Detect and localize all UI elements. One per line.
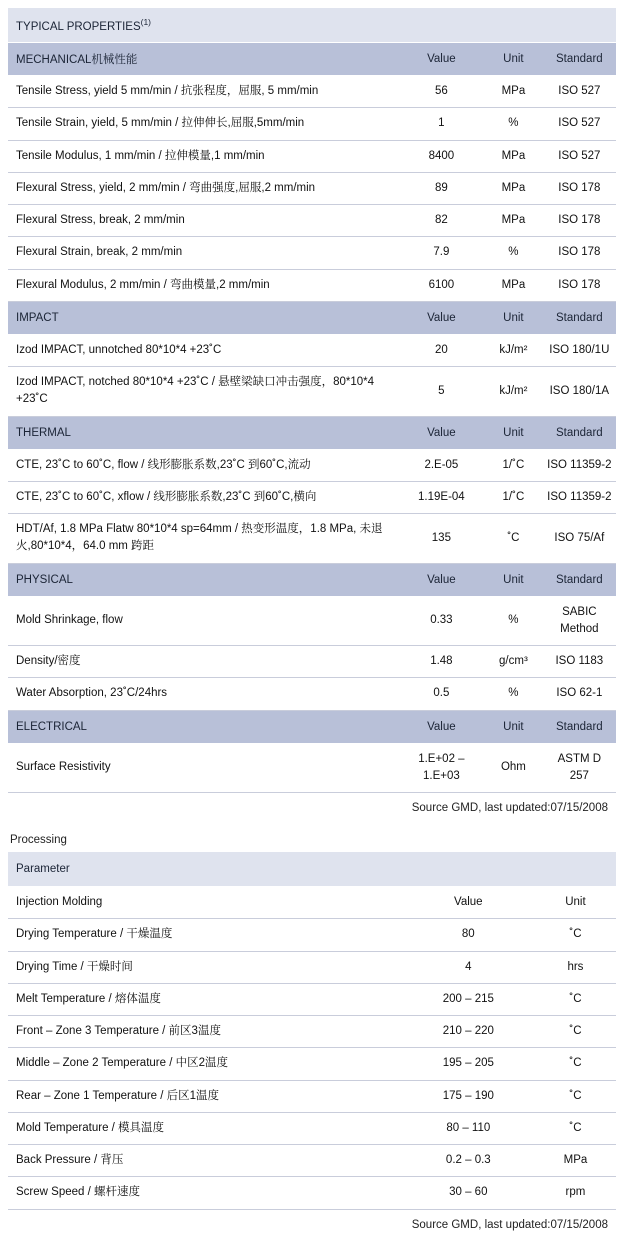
table-row: [8, 646, 616, 678]
table-row: [8, 334, 616, 366]
property-value: 1.E+02 – 1.E+03: [399, 743, 484, 793]
property-name: CTE, 23˚C to 60˚C, flow / 线形膨胀系数,23˚C 到60˚C,流动: [8, 449, 399, 481]
processing-parameter: Drying Time / 干燥时间: [8, 951, 402, 983]
property-unit: %: [484, 108, 543, 140]
processing-value: 175 – 190: [402, 1080, 535, 1112]
property-standard: ISO 178: [543, 205, 616, 237]
section-name: ELECTRICAL: [8, 710, 399, 743]
property-value: 0.5: [399, 678, 484, 710]
processing-value: 0.2 – 0.3: [402, 1145, 535, 1177]
table-row: [8, 108, 616, 140]
processing-heading: Processing: [10, 834, 67, 846]
property-unit: 1/˚C: [484, 481, 543, 513]
column-header-unit: Unit: [484, 563, 543, 596]
spacer: [8, 816, 616, 830]
property-unit: kJ/m²: [484, 367, 543, 417]
column-header-unit: Unit: [484, 710, 543, 743]
section-header-row: [8, 563, 616, 596]
property-name: Tensile Strain, yield, 5 mm/min / 拉伸伸长,屈服,5mm/min: [8, 108, 399, 140]
property-value: 1.19E-04: [399, 481, 484, 513]
typical-properties-table: [8, 8, 616, 793]
property-standard: ISO 527: [543, 140, 616, 172]
processing-value: 200 – 215: [402, 983, 535, 1015]
property-name: Flexural Stress, yield, 2 mm/min / 弯曲强度,屈服,2 mm/min: [8, 172, 399, 204]
property-value: 6100: [399, 269, 484, 301]
processing-value: 195 – 205: [402, 1048, 535, 1080]
property-value: 135: [399, 514, 484, 564]
property-standard: ISO 62-1: [543, 678, 616, 710]
processing-parameter-row: [8, 852, 616, 887]
processing-unit: MPa: [535, 1145, 616, 1177]
column-header-value: Value: [399, 43, 484, 76]
property-name: Tensile Modulus, 1 mm/min / 拉伸模量,1 mm/min: [8, 140, 399, 172]
processing-value: 4: [402, 951, 535, 983]
property-value: 0.33: [399, 596, 484, 646]
table-row: [8, 140, 616, 172]
processing-unit: ˚C: [535, 1112, 616, 1144]
property-value: 20: [399, 334, 484, 366]
property-value: 5: [399, 367, 484, 417]
processing-unit: hrs: [535, 951, 616, 983]
property-standard: ISO 178: [543, 269, 616, 301]
processing-table: [8, 852, 616, 1210]
column-header-value: Value: [399, 563, 484, 596]
processing-value: 80 – 110: [402, 1112, 535, 1144]
property-name: Mold Shrinkage, flow: [8, 596, 399, 646]
section-header-row: [8, 710, 616, 743]
column-header-standard: Standard: [543, 301, 616, 334]
property-unit: MPa: [484, 140, 543, 172]
property-unit: %: [484, 678, 543, 710]
property-name: HDT/Af, 1.8 MPa Flatw 80*10*4 sp=64mm / 热变形温度，1.8 MPa, 未退火,80*10*4，64.0 mm 跨距: [8, 514, 399, 564]
property-unit: g/cm³: [484, 646, 543, 678]
property-standard: ISO 11359-2: [543, 481, 616, 513]
processing-unit: ˚C: [535, 1080, 616, 1112]
property-value: 89: [399, 172, 484, 204]
property-unit: %: [484, 596, 543, 646]
property-value: 1.48: [399, 646, 484, 678]
table-row: [8, 1112, 616, 1144]
property-standard: ISO 11359-2: [543, 449, 616, 481]
processing-column-parameter: Injection Molding: [8, 887, 402, 919]
table-row: [8, 449, 616, 481]
processing-parameter: Back Pressure / 背压: [8, 1145, 402, 1177]
typical-properties-sections: [8, 43, 616, 793]
column-header-standard: Standard: [543, 43, 616, 76]
property-name: CTE, 23˚C to 60˚C, xflow / 线形膨胀系数,23˚C 到60˚C,横向: [8, 481, 399, 513]
processing-unit: ˚C: [535, 983, 616, 1015]
property-name: Flexural Stress, break, 2 mm/min: [8, 205, 399, 237]
property-name: Izod IMPACT, unnotched 80*10*4 +23˚C: [8, 334, 399, 366]
section-header-row: [8, 416, 616, 449]
property-value: 1: [399, 108, 484, 140]
column-header-unit: Unit: [484, 416, 543, 449]
processing-unit: ˚C: [535, 1016, 616, 1048]
section-name: MECHANICAL机械性能: [8, 43, 399, 76]
property-value: 2.E-05: [399, 449, 484, 481]
table-row: [8, 1145, 616, 1177]
table-row: [8, 76, 616, 108]
property-unit: kJ/m²: [484, 334, 543, 366]
processing-rows: [8, 887, 616, 1210]
property-name: Flexural Strain, break, 2 mm/min: [8, 237, 399, 269]
column-header-standard: Standard: [543, 416, 616, 449]
table-row: [8, 1048, 616, 1080]
table-row: [8, 1177, 616, 1209]
property-value: 8400: [399, 140, 484, 172]
table-row: [8, 481, 616, 513]
processing-parameter: Drying Temperature / 干燥温度: [8, 919, 402, 951]
table-row: [8, 172, 616, 204]
column-header-standard: Standard: [543, 563, 616, 596]
table-row: [8, 205, 616, 237]
section-header-row: [8, 43, 616, 76]
property-unit: MPa: [484, 205, 543, 237]
processing-unit: ˚C: [535, 919, 616, 951]
typical-properties-body: [8, 8, 616, 43]
column-header-unit: Unit: [484, 43, 543, 76]
section-header-row: [8, 301, 616, 334]
typical-properties-title-row: [8, 8, 616, 43]
processing-parameter: Mold Temperature / 模具温度: [8, 1112, 402, 1144]
title-superscript: (1): [140, 17, 152, 28]
processing-column-header-row: [8, 887, 616, 919]
property-value: 56: [399, 76, 484, 108]
property-name: Tensile Stress, yield 5 mm/min / 抗张程度，屈服, 5 mm/min: [8, 76, 399, 108]
property-standard: ISO 178: [543, 237, 616, 269]
property-unit: ˚C: [484, 514, 543, 564]
property-unit: Ohm: [484, 743, 543, 793]
table-row: [8, 367, 616, 417]
table-row: [8, 678, 616, 710]
processing-column-unit: Unit: [535, 887, 616, 919]
section-name: PHYSICAL: [8, 563, 399, 596]
processing-parameter: Screw Speed / 螺杆速度: [8, 1177, 402, 1209]
property-unit: %: [484, 237, 543, 269]
table-row: [8, 919, 616, 951]
processing-value: 210 – 220: [402, 1016, 535, 1048]
column-header-value: Value: [399, 301, 484, 334]
property-standard: ISO 180/1U: [543, 334, 616, 366]
table-row: [8, 269, 616, 301]
property-unit: 1/˚C: [484, 449, 543, 481]
property-standard: SABIC Method: [543, 596, 616, 646]
table-row: [8, 1080, 616, 1112]
processing-source: Source GMD, last updated:07/15/2008: [411, 1218, 608, 1231]
property-standard: ISO 527: [543, 108, 616, 140]
processing-parameter: Middle – Zone 2 Temperature / 中区2温度: [8, 1048, 402, 1080]
processing-parameter: Front – Zone 3 Temperature / 前区3温度: [8, 1016, 402, 1048]
column-header-value: Value: [399, 710, 484, 743]
property-standard: ISO 527: [543, 76, 616, 108]
table-row: [8, 1016, 616, 1048]
processing-value: 30 – 60: [402, 1177, 535, 1209]
table-row: [8, 951, 616, 983]
processing-parameter: Melt Temperature / 熔体温度: [8, 983, 402, 1015]
table-row: [8, 983, 616, 1015]
column-header-value: Value: [399, 416, 484, 449]
processing-value: 80: [402, 919, 535, 951]
column-header-unit: Unit: [484, 301, 543, 334]
property-standard: ISO 180/1A: [543, 367, 616, 417]
section-name: IMPACT: [8, 301, 399, 334]
processing-parameter: Rear – Zone 1 Temperature / 后区1温度: [8, 1080, 402, 1112]
property-standard: ASTM D 257: [543, 743, 616, 793]
property-standard: ISO 178: [543, 172, 616, 204]
property-value: 7.9: [399, 237, 484, 269]
processing-column-value: Value: [402, 887, 535, 919]
table-row: [8, 596, 616, 646]
property-name: Surface Resistivity: [8, 743, 399, 793]
property-name: Flexural Modulus, 2 mm/min / 弯曲模量,2 mm/min: [8, 269, 399, 301]
table-row: [8, 514, 616, 564]
property-standard: ISO 75/Af: [543, 514, 616, 564]
column-header-standard: Standard: [543, 710, 616, 743]
section-name: THERMAL: [8, 416, 399, 449]
property-value: 82: [399, 205, 484, 237]
property-name: Density/密度: [8, 646, 399, 678]
page-title: TYPICAL PROPERTIES: [16, 20, 141, 33]
property-unit: MPa: [484, 76, 543, 108]
processing-unit: rpm: [535, 1177, 616, 1209]
typical-properties-source: Source GMD, last updated:07/15/2008: [411, 802, 608, 814]
typical-properties-title-cell: [8, 8, 616, 43]
table-row: [8, 237, 616, 269]
table-row: [8, 743, 616, 793]
property-name: Izod IMPACT, notched 80*10*4 +23˚C / 悬壁梁缺口冲击强度，80*10*4 +23˚C: [8, 367, 399, 417]
processing-parameter-cell: Parameter: [8, 852, 616, 887]
processing-body: [8, 852, 616, 887]
property-name: Water Absorption, 23˚C/24hrs: [8, 678, 399, 710]
property-unit: MPa: [484, 172, 543, 204]
property-unit: MPa: [484, 269, 543, 301]
processing-unit: ˚C: [535, 1048, 616, 1080]
property-standard: ISO 1183: [543, 646, 616, 678]
